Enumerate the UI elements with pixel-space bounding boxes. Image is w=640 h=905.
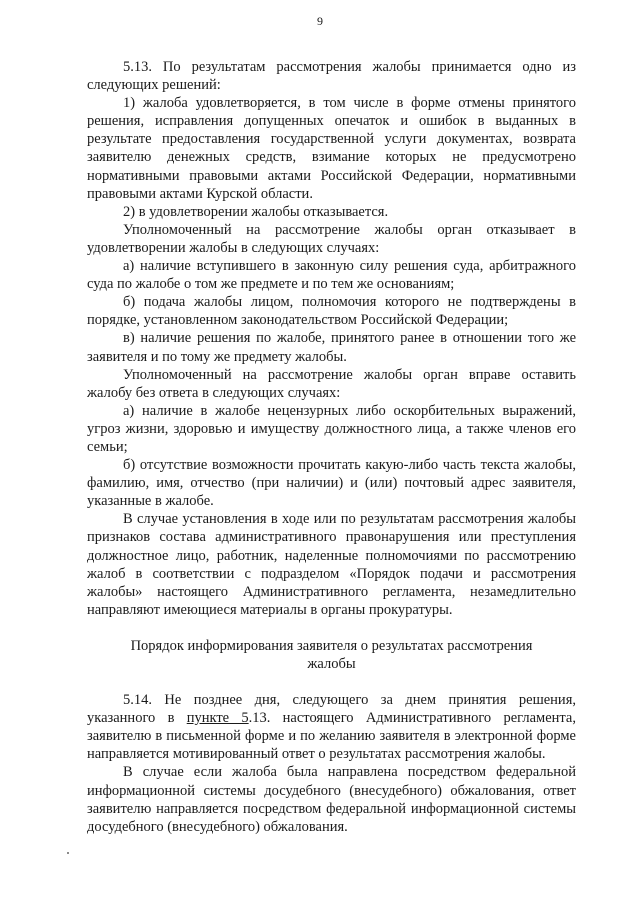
- paragraph: б) подача жалобы лицом, полномочия которого не подтверждены в порядке, установленном законодательством Российской Федерации;: [87, 294, 576, 329]
- paragraph: Уполномоченный на рассмотрение жалобы орган отказывает в удовлетворении жалобы в следующих случаях:: [87, 221, 576, 256]
- paragraph: 5.13. По результатам рассмотрения жалобы принимается одно из следующих решений:: [87, 59, 576, 94]
- paragraph: [87, 691, 576, 763]
- paragraph: Уполномоченный на рассмотрение жалобы орган вправе оставить жалобу без ответа в следующих случаях:: [87, 366, 576, 401]
- section-heading: Порядок информирования заявителя о результатах рассмотрения жалобы: [130, 637, 533, 672]
- paragraph: 1) жалоба удовлетворяется, в том числе в форме отмены принятого решения, исправления допущенных опечаток и ошибок в выданных в результате предоставления государственной услуги документах, возврата заявителю денежных средств, взимание которых не предусмотрено нормативными правовыми актами Российской Федерации, нормативными правовыми актами Курской области.: [87, 95, 576, 202]
- clause-link[interactable]: пункте 5: [186, 710, 249, 727]
- paragraph-text: .13. настоящего Административного регламента, заявителю в письменной форме и по желанию заявителя в электронной форме направляется мотивированный ответ о результатах рассмотрения жалобы.: [87, 710, 576, 763]
- paragraph: б) отсутствие возможности прочитать какую-либо часть текста жалобы, фамилию, имя, отчество (при наличии) и (или) почтовый адрес заявителя, указанные в жалобе.: [87, 457, 576, 510]
- page-number: 9: [317, 14, 323, 28]
- paragraph: в) наличие решения по жалобе, принятого ранее в отношении того же заявителя и по тому же предмету жалобы.: [87, 330, 576, 365]
- paragraph: В случае если жалоба была направлена посредством федеральной информационной системы досудебного (внесудебного) обжалования, ответ заявителю направляется посредством федеральной информационной системы досудебного (внесудебного) обжалования.: [87, 764, 576, 835]
- paragraph: а) наличие вступившего в законную силу решения суда, арбитражного суда по жалобе о том же предмете и по тем же основаниям;: [87, 258, 576, 293]
- scan-speck: [67, 852, 69, 854]
- paragraph: 2) в удовлетворении жалобы отказывается.: [123, 203, 389, 220]
- document-body: [87, 58, 576, 836]
- paragraph: В случае установления в ходе или по результатам рассмотрения жалобы признаков состава административного правонарушения или преступления должностное лицо, работник, наделенные полномочиями по рассмотрению жалоб в соответствии с подразделом «Порядок подачи и рассмотрения жалобы» настоящего Административного регламента, незамедлительно направляют имеющиеся материалы в органы прокуратуры.: [87, 511, 576, 618]
- paragraph-text: 5.14. Не позднее дня, следующего за днем принятия решения, указанного в: [87, 692, 576, 727]
- paragraph: а) наличие в жалобе нецензурных либо оскорбительных выражений, угроз жизни, здоровью и имуществу должностного лица, а также членов его семьи;: [87, 402, 576, 455]
